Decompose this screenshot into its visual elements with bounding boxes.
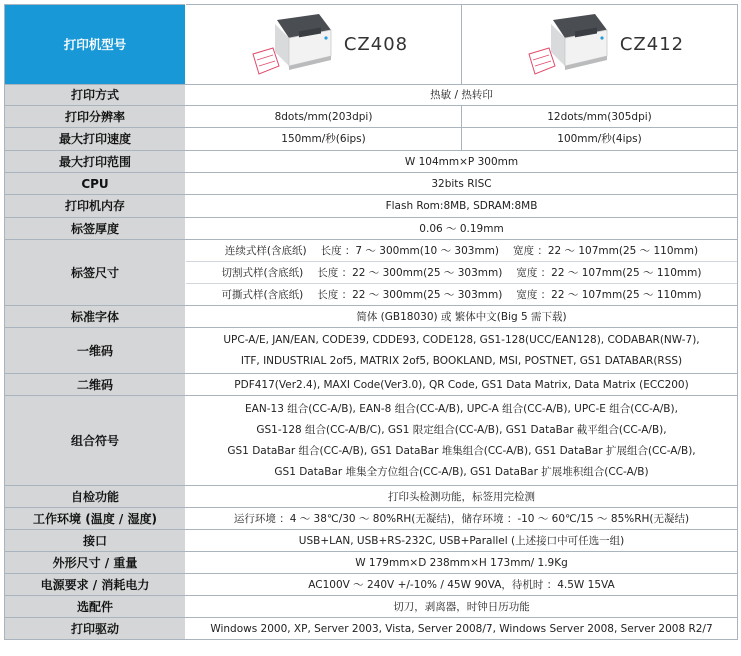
model-cz412-cell bbox=[462, 5, 738, 85]
composite-label: 组合符号 bbox=[5, 396, 186, 486]
resolution-cz408-value: 8dots/mm(203dpi) bbox=[186, 106, 462, 128]
print-method-value: 热敏 / 热转印 bbox=[186, 85, 738, 106]
label-size-line bbox=[186, 284, 737, 305]
label-size-type: 连续式样(含底纸) bbox=[224, 244, 307, 257]
options-value: 切刀，剥离器，时钟日历功能 bbox=[186, 596, 738, 618]
barcode-2d-label: 二维码 bbox=[5, 374, 186, 396]
label-size-type: 可撕式样(含底纸) bbox=[221, 288, 304, 301]
options-row bbox=[5, 596, 738, 618]
drivers-value: Windows 2000, XP, Server 2003, Vista, Server 2008/7, Windows Server 2008, Server 2008 R2/7 bbox=[186, 618, 738, 640]
speed-cz412-value: 100mm/秒(4ips) bbox=[462, 128, 738, 151]
thickness-row bbox=[5, 218, 738, 240]
thickness-label: 标签厚度 bbox=[5, 218, 186, 240]
power-value: AC100V ～ 240V +/-10% / 45W 90VA，待机时 ：4.5W 15VA bbox=[186, 574, 738, 596]
power-label: 电源要求 / 消耗电力 bbox=[5, 574, 186, 596]
resolution-row bbox=[5, 106, 738, 128]
barcode-2d-value: PDF417(Ver2.4), MAXI Code(Ver3.0), QR Code, GS1 Data Matrix, Data Matrix (ECC200) bbox=[186, 374, 738, 396]
resolution-label: 打印分辨率 bbox=[5, 106, 186, 128]
print-area-row bbox=[5, 151, 738, 173]
model-header-label: 打印机型号 bbox=[5, 5, 186, 85]
model-cz408-cell bbox=[186, 5, 462, 85]
fonts-value: 简体 (GB18030) 或 繁体中文(Big 5 需下载) bbox=[186, 306, 738, 328]
model-name-cz412: CZ412 bbox=[619, 33, 685, 55]
label-size-line bbox=[186, 262, 737, 284]
label-size-label: 标签尺寸 bbox=[5, 240, 186, 306]
self-test-value: 打印头检测功能，标签用完检测 bbox=[186, 486, 738, 508]
memory-value: Flash Rom:8MB, SDRAM:8MB bbox=[186, 195, 738, 218]
model-name-cz408: CZ408 bbox=[343, 33, 409, 55]
spec-sheet bbox=[4, 4, 737, 640]
barcode-1d-values bbox=[186, 328, 738, 374]
barcode-1d-label: 一维码 bbox=[5, 328, 186, 374]
label-size-length: 长度 ：22 ～ 300mm(25 ～ 303mm) bbox=[317, 288, 503, 301]
options-label: 选配件 bbox=[5, 596, 186, 618]
speed-row bbox=[5, 128, 738, 151]
cpu-row bbox=[5, 173, 738, 195]
label-size-values bbox=[186, 240, 738, 306]
fonts-row bbox=[5, 306, 738, 328]
composite-line: GS1-128 组合(CC-A/B/C), GS1 限定组合(CC-A/B), GS1 DataBar 截平组合(CC-A/B), bbox=[256, 423, 667, 436]
composite-row bbox=[5, 396, 738, 486]
label-size-width: 宽度 ：22 ～ 107mm(25 ～ 110mm) bbox=[516, 288, 702, 301]
barcode-2d-row bbox=[5, 374, 738, 396]
fonts-label: 标准字体 bbox=[5, 306, 186, 328]
environment-value: 运行环境 ：4 ～ 38℃/30 ～ 80%RH(无凝结)，储存环境 ：-10 ～ 60℃/15 ～ 85%RH(无凝结) bbox=[186, 508, 738, 530]
composite-line: GS1 DataBar 组合(CC-A/B), GS1 DataBar 堆集组合(CC-A/B), GS1 DataBar 扩展组合(CC-A/B), bbox=[227, 444, 696, 457]
label-size-length: 长度 ：22 ～ 300mm(25 ～ 303mm) bbox=[317, 266, 503, 279]
model-header-row bbox=[5, 5, 738, 85]
self-test-label: 自检功能 bbox=[5, 486, 186, 508]
interface-label: 接口 bbox=[5, 530, 186, 552]
memory-row bbox=[5, 195, 738, 218]
environment-row bbox=[5, 508, 738, 530]
thermal-label-printer-icon bbox=[515, 10, 610, 80]
barcode-1d-line: ITF, INDUSTRIAL 2of5, MATRIX 2of5, BOOKLAND, MSI, POSTNET, GS1 DATABAR(RSS) bbox=[240, 354, 683, 367]
cpu-value: 32bits RISC bbox=[186, 173, 738, 195]
print-area-value: W 104mm×P 300mm bbox=[186, 151, 738, 173]
drivers-label: 打印驱动 bbox=[5, 618, 186, 640]
interface-row bbox=[5, 530, 738, 552]
speed-label: 最大打印速度 bbox=[5, 128, 186, 151]
self-test-row bbox=[5, 486, 738, 508]
label-size-width: 宽度 ：22 ～ 107mm(25 ～ 110mm) bbox=[513, 244, 699, 257]
print-method-row bbox=[5, 85, 738, 106]
label-size-width: 宽度 ：22 ～ 107mm(25 ～ 110mm) bbox=[516, 266, 702, 279]
drivers-row bbox=[5, 618, 738, 640]
label-size-row bbox=[5, 240, 738, 306]
composite-line: GS1 DataBar 堆集全方位组合(CC-A/B), GS1 DataBar 扩展堆积组合(CC-A/B) bbox=[274, 465, 649, 478]
power-row bbox=[5, 574, 738, 596]
thermal-label-printer-icon bbox=[239, 10, 334, 80]
resolution-cz412-value: 12dots/mm(305dpi) bbox=[462, 106, 738, 128]
composite-line: EAN-13 组合(CC-A/B), EAN-8 组合(CC-A/B), UPC-A 组合(CC-A/B), UPC-E 组合(CC-A/B), bbox=[245, 402, 678, 415]
barcode-1d-line: UPC-A/E, JAN/EAN, CODE39, CDDE93, CODE128, GS1-128(UCC/EAN128), CODABAR(NW-7), bbox=[223, 333, 700, 346]
spec-table bbox=[4, 4, 738, 640]
thickness-value: 0.06 ～ 0.19mm bbox=[186, 218, 738, 240]
label-size-length: 长度 ：7 ～ 300mm(10 ～ 303mm) bbox=[320, 244, 499, 257]
dimensions-label: 外形尺寸 / 重量 bbox=[5, 552, 186, 574]
dimensions-row bbox=[5, 552, 738, 574]
barcode-1d-row bbox=[5, 328, 738, 374]
environment-label: 工作环境 (温度 / 湿度) bbox=[5, 508, 186, 530]
dimensions-value: W 179mm×D 238mm×H 173mm/ 1.9Kg bbox=[186, 552, 738, 574]
speed-cz408-value: 150mm/秒(6ips) bbox=[186, 128, 462, 151]
label-size-line bbox=[186, 240, 737, 262]
print-method-label: 打印方式 bbox=[5, 85, 186, 106]
interface-value: USB+LAN, USB+RS-232C, USB+Parallel (上述接口中可任选一组) bbox=[186, 530, 738, 552]
memory-label: 打印机内存 bbox=[5, 195, 186, 218]
print-area-label: 最大打印范围 bbox=[5, 151, 186, 173]
composite-values bbox=[186, 396, 738, 486]
cpu-label: CPU bbox=[5, 173, 186, 195]
label-size-type: 切割式样(含底纸) bbox=[221, 266, 304, 279]
